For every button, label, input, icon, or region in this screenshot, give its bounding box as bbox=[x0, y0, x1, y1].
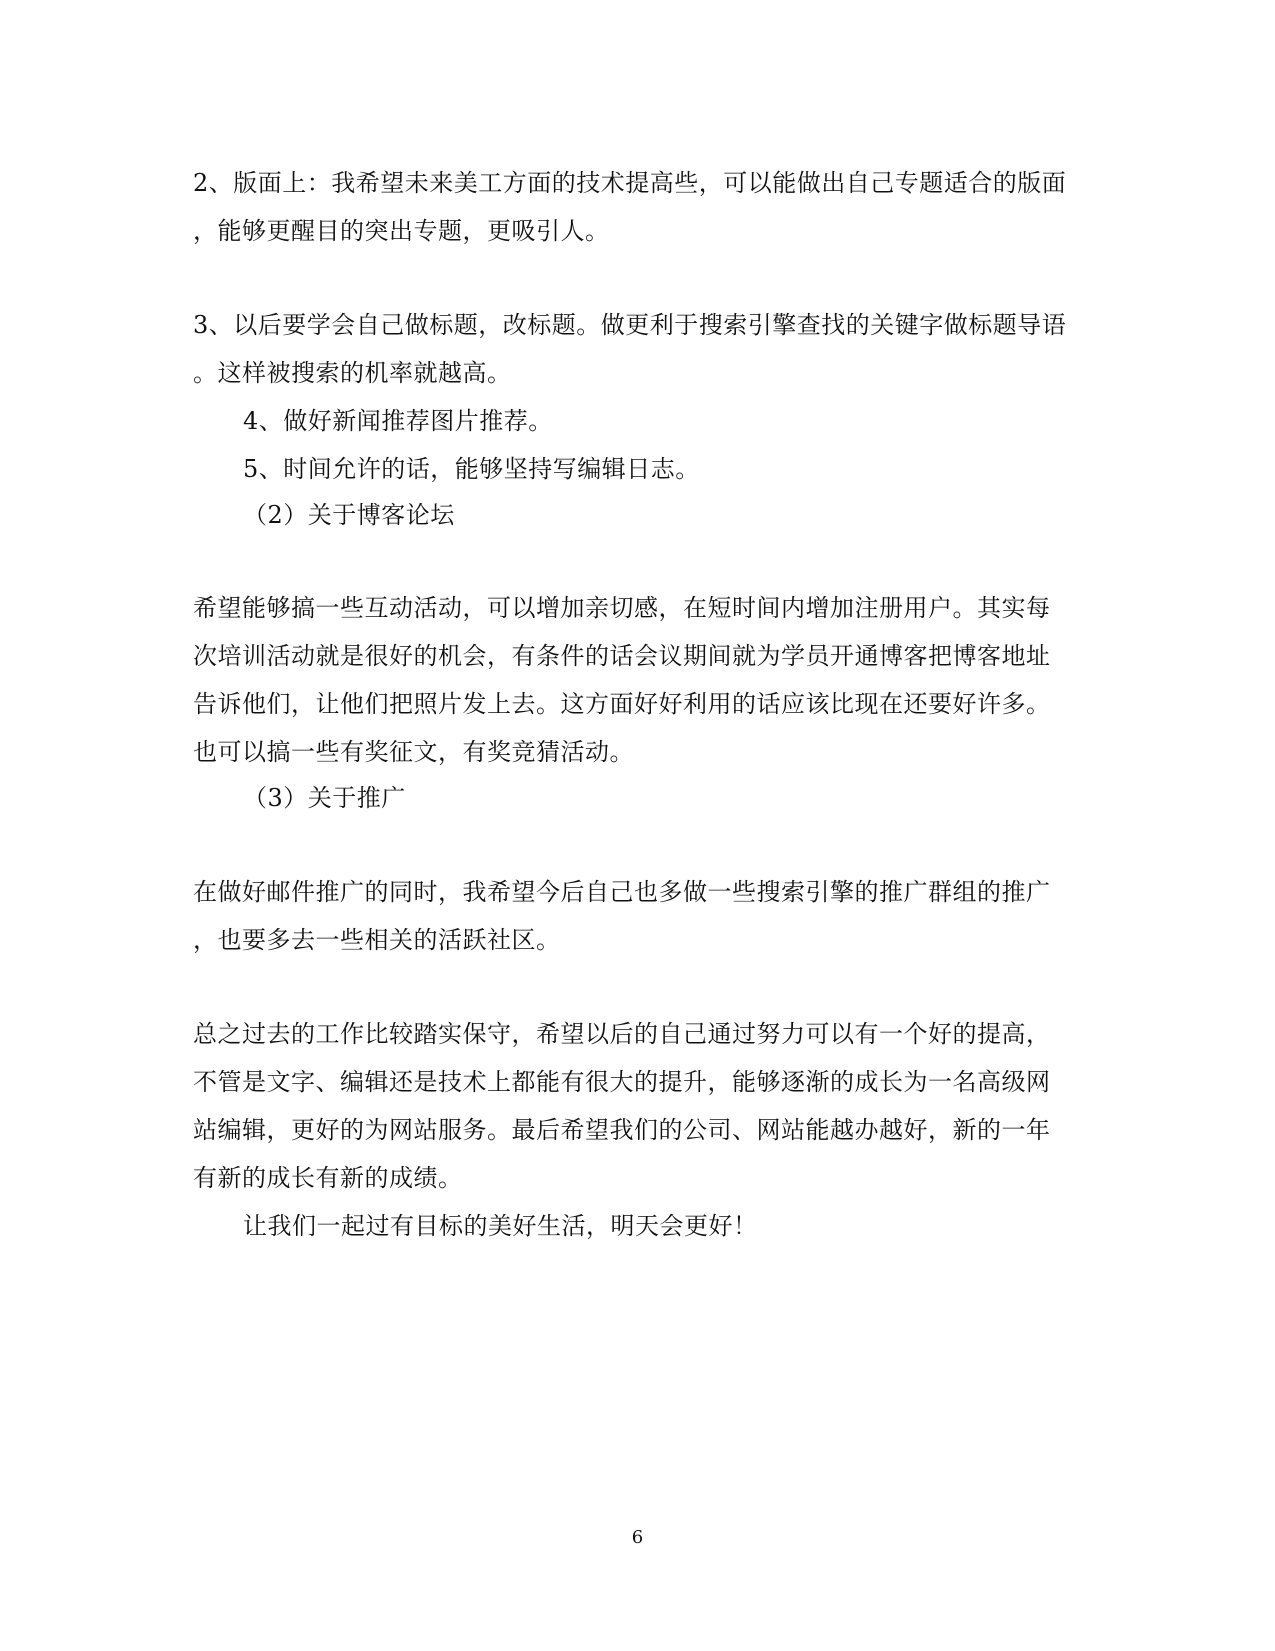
paragraph-line: 站编辑，更好的为网站服务。最后希望我们的公司、网站能越办越好，新的一年 bbox=[193, 1116, 1051, 1144]
paragraph-line: 希望能够搞一些互动活动，可以增加亲切感，在短时间内增加注册用户。其实每 bbox=[193, 594, 1051, 622]
paragraph-line: 总之过去的工作比较踏实保守，希望以后的自己通过努力可以有一个好的提高， bbox=[193, 1020, 1051, 1048]
list-item: 5、时间允许的话，能够坚持写编辑日志。 bbox=[243, 455, 700, 483]
paragraph-line: 不管是文字、编辑还是技术上都能有很大的提升，能够逐渐的成长为一名高级网 bbox=[193, 1068, 1051, 1096]
section-heading: （3）关于推广 bbox=[243, 784, 406, 812]
paragraph-line: 在做好邮件推广的同时，我希望今后自己也多做一些搜索引擎的推广群组的推广 bbox=[193, 878, 1051, 906]
paragraph-line: 也可以搞一些有奖征文，有奖竞猜活动。 bbox=[193, 738, 634, 766]
page-number: 6 bbox=[631, 1527, 644, 1548]
paragraph-line: 有新的成长有新的成绩。 bbox=[193, 1164, 463, 1192]
paragraph-line: 次培训活动就是很好的机会，有条件的话会议期间就为学员开通博客把博客地址 bbox=[193, 642, 1051, 670]
paragraph-line: 告诉他们，让他们把照片发上去。这方面好好利用的话应该比现在还要好许多。 bbox=[193, 690, 1051, 718]
paragraph-line: 3、以后要学会自己做标题，改标题。做更利于搜索引擎查找的关键字做标题导语 bbox=[193, 311, 1067, 339]
paragraph-line: ，能够更醒目的突出专题，更吸引人。 bbox=[193, 217, 610, 245]
paragraph-line: ，也要多去一些相关的活跃社区。 bbox=[193, 926, 561, 954]
list-item: 4、做好新闻推荐图片推荐。 bbox=[243, 407, 553, 435]
section-heading: （2）关于博客论坛 bbox=[243, 501, 455, 529]
closing-line: 让我们一起过有目标的美好生活，明天会更好！ bbox=[243, 1212, 758, 1240]
paragraph-line: 2、版面上：我希望未来美工方面的技术提高些，可以能做出自己专题适合的版面 bbox=[193, 169, 1067, 197]
paragraph-line: 。这样被搜索的机率就越高。 bbox=[193, 359, 512, 387]
